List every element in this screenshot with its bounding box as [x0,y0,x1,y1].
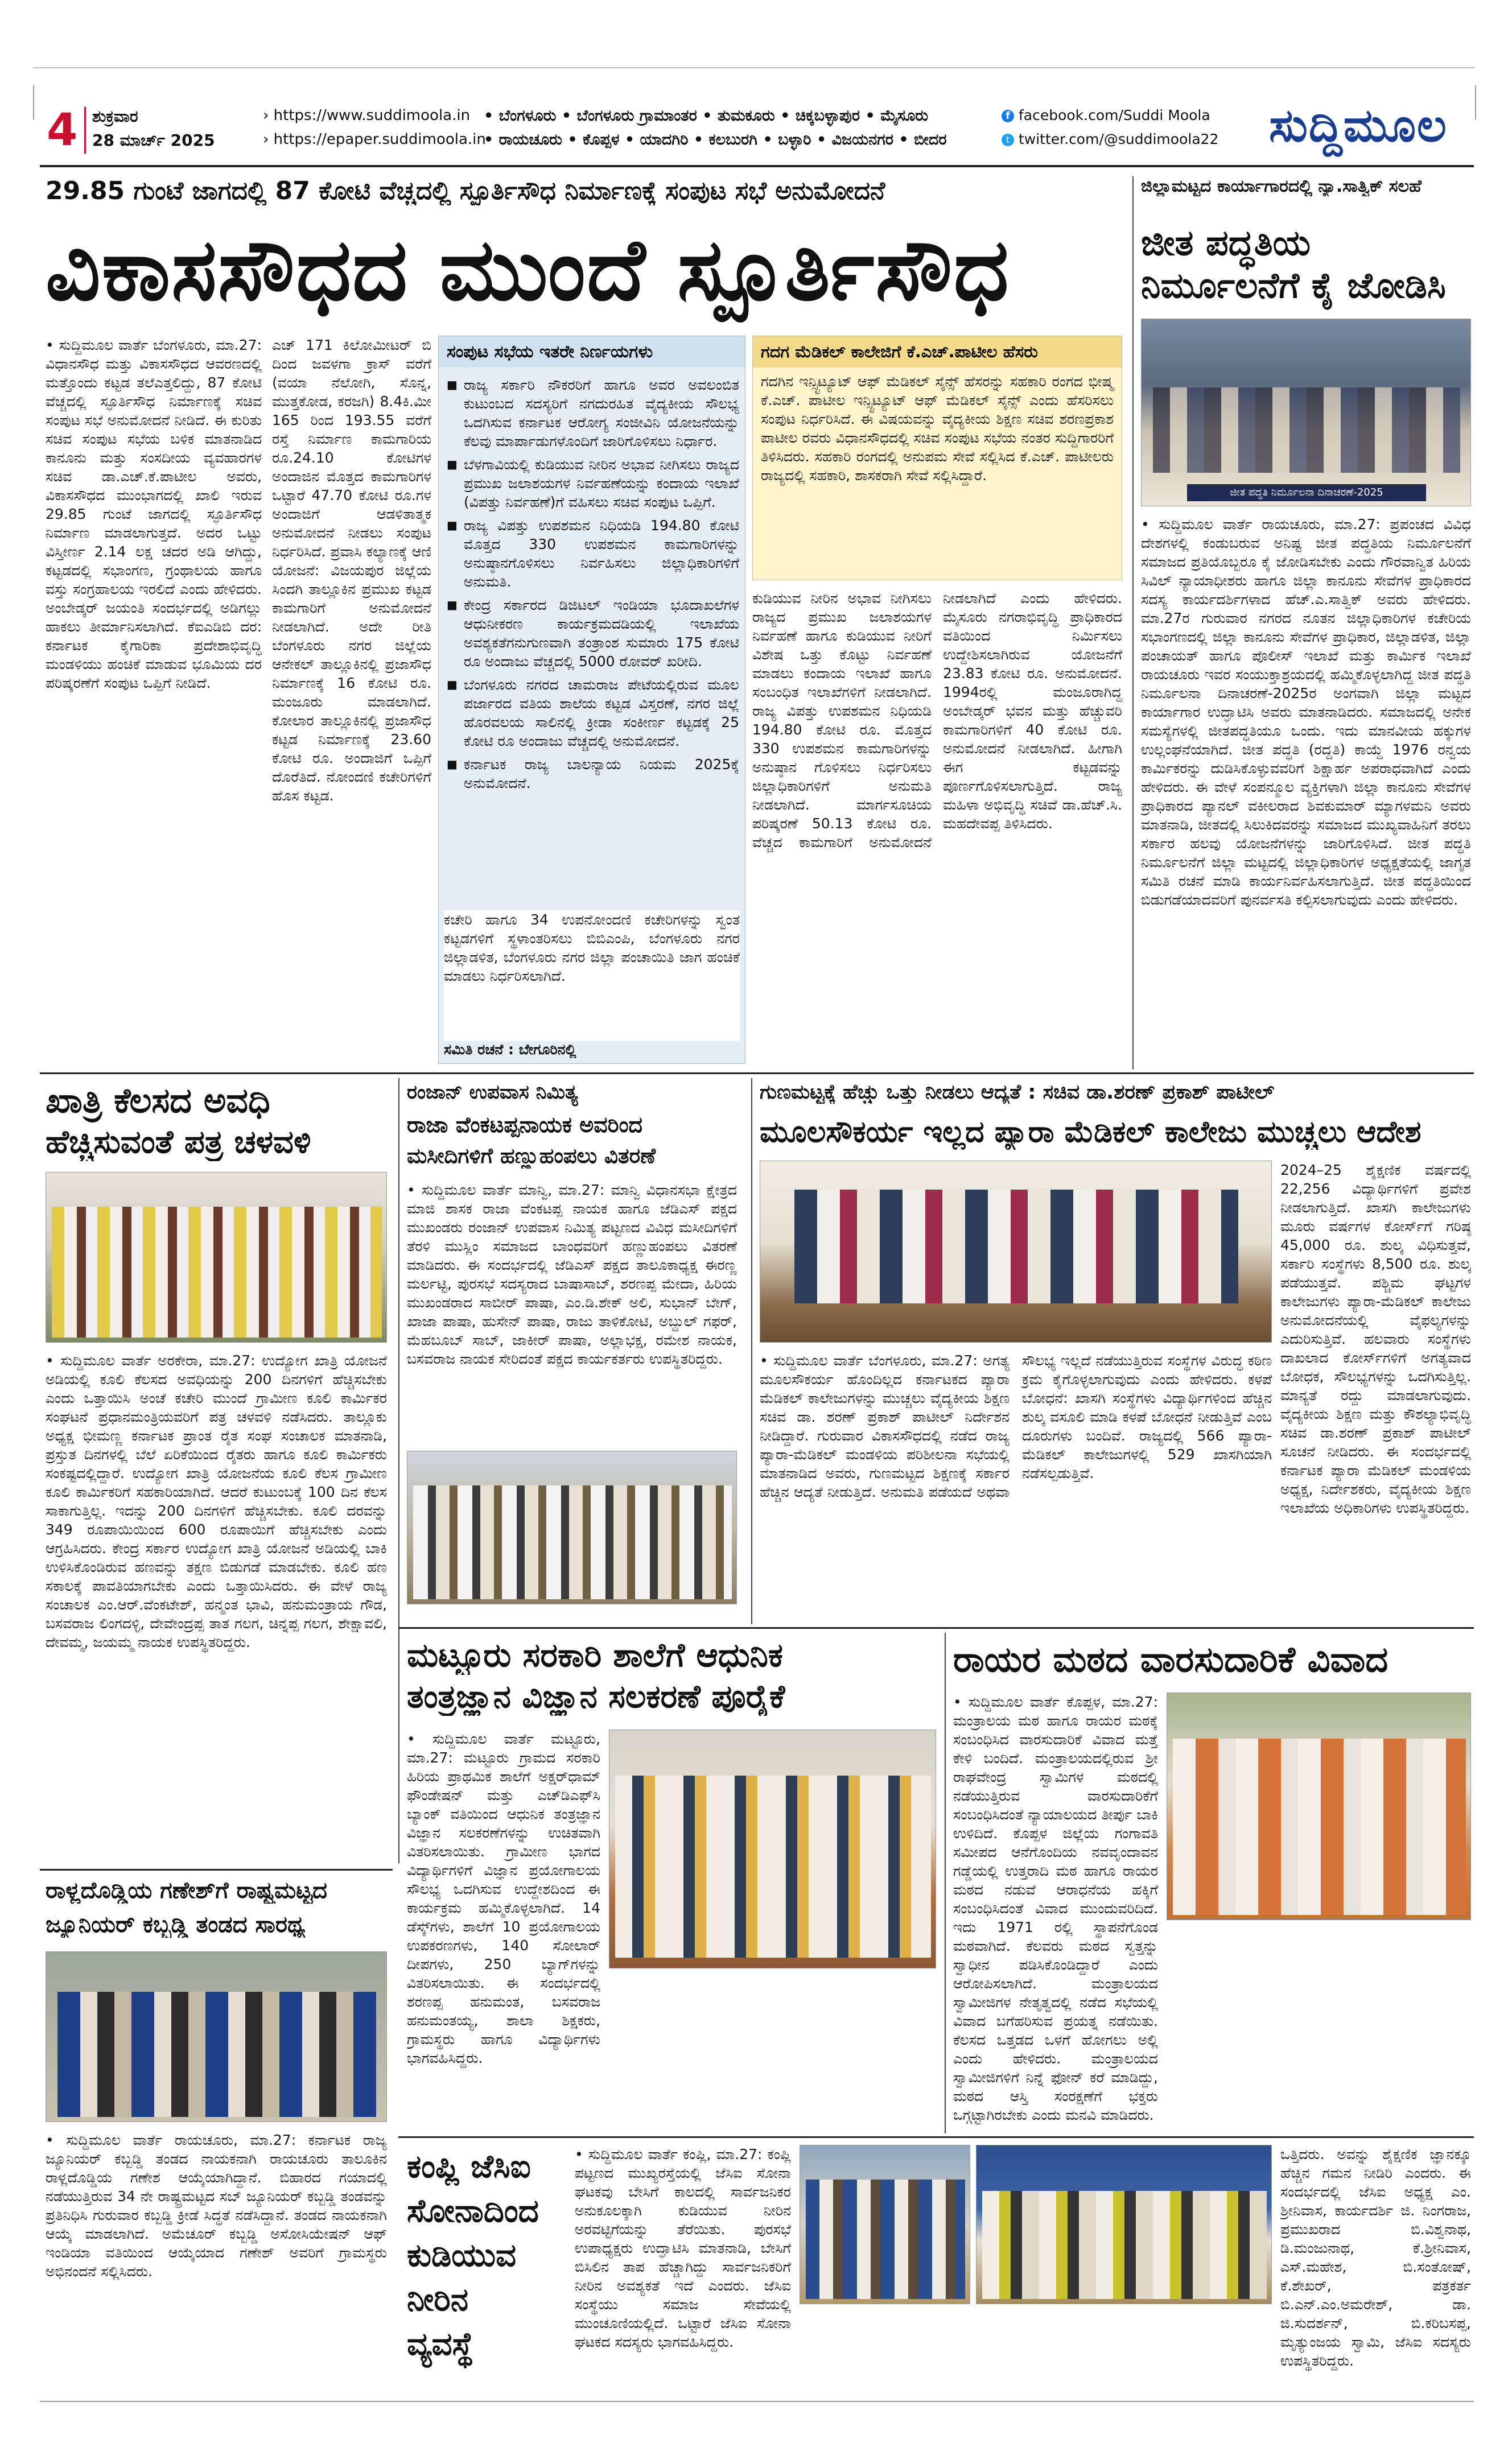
kampli-headline-line: ಸೋನಾದಿಂದ [407,2193,539,2230]
kampli-text-2: ಒತ್ತಿದರು. ಅವನ್ನು ಶೈಕ್ಷಣಿಕ ಜ್ಞಾನಕ್ಕೂ ಹೆಚ್ಚಿನ ಗಮನ ನೀಡಿರಿ ಎಂದರು. ಈ ಸಂದರ್ಭದಲ್ಲಿ ಜೆಸಿಐ ಅಧ್ಯಕ್ಷ ಎಂ. ಶ್ರೀನಿವಾಸ, ಕಾರ್ಯದರ್ಶಿ ಜಿ. ನಿಂಗರಾಜ, ಪ್ರಮುಖರಾದ ಬಿ.ವಿಶ್ವನಾಥ, ಡಿ.ಮಂಜುನಾಥ, ಕೆ.ಶ್ರೀನಿವಾಸ, ಎಸ್.ಮಹೇಶ, ಬಿ.ಸಂತೋಷ್, ಕೆ.ಶೇಖರ್, ಪತ್ರಕರ್ತ ಬಿ.ಎನ್.ಎಂ.ಅಮರೇಶ್, ಡಾ. ಜಿ.ಸುದರ್ಶನ್, ಬಿ.ಕರಿಬಸಪ್ಪ, ಮೃತ್ಯುಂಜಯ ಸ್ವಾಮಿ, ಜೆಸಿಐ ಸದಸ್ಯರು ಉಪಸ್ಥಿತರಿದ್ದರು. [1280,2146,1471,2369]
twitter-link[interactable] [1002,131,1218,147]
masthead-date: 28 ಮಾರ್ಚ್ 2025 [92,131,215,150]
ranjan-mosque-photo [407,1451,737,1604]
epaper-link[interactable] [263,131,486,148]
medical-meeting-photo [760,1161,1272,1343]
facebook-icon: f [1002,110,1014,122]
photo-people [52,1207,382,1338]
medical-kicker: ಗುಣಮಟ್ಟಕ್ಕೆ ಹೆಚ್ಚು ಒತ್ತು ನೀಡಲು ಆದ್ಯತೆ : ಸಚಿವ ಡಾ.ಶರಣ್ ಪ್ರಕಾಶ್ ಪಾಟೀಲ್ [760,1081,1275,1104]
khatri-headline-2: ಹೆಚ್ಚಿಸುವಂತೆ ಪತ್ರ ಚಳವಳಿ [46,1124,311,1161]
crop-line [33,67,1475,68]
epaper-url: https://epaper.suddimoola.in [273,131,486,148]
kampli-headline-line: ನೀರಿನ [407,2281,468,2318]
lead-column-1: • ಸುದ್ದಿಮೂಲ ವಾರ್ತೆ ಬೆಂಗಳೂರು, ಮಾ.27: ವಿಧಾನಸೌಧ ಮತ್ತು ವಿಕಾಸಸೌಧದ ಆವರಣದಲ್ಲಿ ಮತ್ತೊಂದು ಕಟ್ಟಡ ತಲೆಎತ್ತಲಿದ್ದು, 87 ಕೋಟಿ ವೆಚ್ಚದಲ್ಲಿ ಸ್ಫೂರ್ತಿಸೌಧ ನಿರ್ಮಾಣಕ್ಕೆ ಸಚಿವ ಸಂಪುಟ ಸಭೆ ಅನುಮೋದನೆ ನೀಡಿದೆ. ಈ ಕುರಿತು ಸಚಿವ ಸಂಪುಟ ಸಭೆಯ ಬಳಿಕ ಮಾತನಾಡಿದ ಕಾನೂನು ಮತ್ತು ಸಂಸದೀಯ ವ್ಯವಹಾರಗಳ ಸಚಿವ ಡಾ.ಎಚ್.ಕೆ.ಪಾಟೀಲ ಅವರು, ವಿಕಾಸಸೌಧದ ಮುಂಭಾಗದಲ್ಲಿ ಖಾಲಿ ಇರುವ 29.85 ಗುಂಟೆ ಜಾಗದಲ್ಲಿ ಸ್ಫೂರ್ತಿಸೌಧ ನಿರ್ಮಾಣ ಮಾಡಲಾಗುತ್ತದೆ. ಅದರ ಒಟ್ಟು ವಿಸ್ತೀರ್ಣ 2.14 ಲಕ್ಷ ಚದರ ಅಡಿ ಆಗಿದ್ದು, ಕಟ್ಟಡದಲ್ಲಿ ಸಭಾಂಗಣ, ಗ್ರಂಥಾಲಯ ಹಾಗೂ ವಸ್ತು ಸಂಗ್ರಹಾಲಯ ಇರಲಿದೆ ಎಂದು ಹೇಳಿದರು. ಅಂಬೇಡ್ಕರ್ ಜಯಂತಿ ಸಂದರ್ಭದಲ್ಲಿ ಅಡಿಗಲ್ಲು ಹಾಕಲು ತೀರ್ಮಾನಿಸಲಾಗಿದೆ. ಕೆಐಎಡಿಬಿ ದರ: ಕರ್ನಾಟಕ ಕೈಗಾರಿಕಾ ಪ್ರದೇಶಾಭಿವೃದ್ಧಿ ಮಂಡಳಿಯು ಹಂಚಿಕೆ ಮಾಡುವ ಭೂಮಿಯ ದರ ಪರಿಷ್ಕರಣೆಗೆ ಸಂಪುಟ ಒಪ್ಪಿಗೆ ನೀಡಿದೆ. [46,337,262,691]
lead-headline: ವಿಕಾಸಸೌಧದ ಮುಂದೆ ಸ್ಪೂರ್ತಿಸೌಧ [46,221,1010,320]
section-rule [398,2136,1474,2138]
cabinet-subhead: ಸಮಿತಿ ರಚನೆ : ಬೇಗೂರಿನಲ್ಲಿ [444,1041,576,1058]
khatri-headline-1: ಖಾತ್ರಿ ಕೆಲಸದ ಅವಧಿ [46,1081,270,1121]
khatri-protest-photo [46,1172,387,1343]
ranjan-bottom-space [407,1610,737,1616]
logo: ಸುದ್ದಿಮೂಲ [1269,99,1448,152]
column-divider [751,1078,752,1624]
mutt-text: • ಸುದ್ದಿಮೂಲ ವಾರ್ತೆ ಕೊಪ್ಪಳ, ಮಾ.27: ಮಂತ್ರಾಲಯ ಮಠ ಹಾಗೂ ರಾಯರ ಮಠಕ್ಕೆ ಸಂಬಂಧಿಸಿದ ವಾರಸುದಾರಿಕೆ ವಿವಾದ ಮತ್ತೆ ಕೇಳಿ ಬಂದಿದೆ. ಮಂತ್ರಾಲಯದಲ್ಲಿರುವ ಶ್ರೀ ರಾಘವೇಂದ್ರ ಸ್ವಾಮಿಗಳ ಮಠದಲ್ಲಿ ನಡೆಯುತ್ತಿರುವ ವಾರಸುದಾರಿಕೆಗೆ ಸಂಬಂಧಿಸಿದಂತೆ ನ್ಯಾಯಾಲಯದ ತೀರ್ಪು ಬಾಕಿ ಉಳಿದಿದೆ. ಕೊಪ್ಪಳ ಜಿಲ್ಲೆಯ ಗಂಗಾವತಿ ಸಮೀಪದ ಆನೆಗೊಂದಿಯ ನವವೃಂದಾವನ ಗಡ್ಡೆಯಲ್ಲಿ ಉತ್ತರಾದಿ ಮಠ ಹಾಗೂ ರಾಯರ ಮಠದ ನಡುವೆ ಆರಾಧನೆಯ ಹಕ್ಕಿಗೆ ಸಂಬಂಧಿಸಿದಂತೆ ವಿವಾದ ಮುಂದುವರಿದಿದೆ. ಇದು 1971 ರಲ್ಲಿ ಸ್ಥಾಪನೆಗೊಂಡ ಮಠವಾಗಿದೆ. ಕೆಲವರು ಮಠದ ಸ್ವತ್ತನ್ನು ಸ್ವಾಧೀನ ಪಡಿಸಿಕೊಂಡಿದ್ದಾರೆ ಎಂದು ಆರೋಪಿಸಲಾಗಿದೆ. ಮಂತ್ರಾಲಯದ ಸ್ವಾಮೀಜಿಗಳ ನೇತೃತ್ವದಲ್ಲಿ ನಡೆದ ಸಭೆಯಲ್ಲಿ ವಿವಾದ ಬಗೆಹರಿಸುವ ಪ್ರಯತ್ನ ನಡೆಯಿತು. ಕೆಲಸದ ಒತ್ತಡದ ಒಳಗೆ ಹೋಗಲು ಅಲ್ಲಿ ಎಂದು ಹೇಳಿದರು. ಮಂತ್ರಾಲಯದ ಸ್ವಾಮೀಜಿಗಳಿಗೆ ನಿನ್ನೆ ಫೋನ್ ಕರೆ ಮಾಡಿದ್ದು, ಮಠದ ಆಸ್ತಿ ಸಂರಕ್ಷಣೆಗೆ ಭಕ್ತರು ಒಗ್ಗಟ್ಟಾಗಿರಬೇಕು ಎಂದು ಮನವಿ ಮಾಡಿದರು. [953,1694,1158,2123]
school-headline-1: ಮಟ್ಟೂರು ಸರಕಾರಿ ಶಾಲೆಗೆ ಆಧುನಿಕ [407,1636,783,1674]
kampli-headline-line: ಕಂಪ್ಲಿ ಜೆಸಿಐ [407,2148,531,2185]
school-headline-2: ತಂತ್ರಜ್ಞಾನ ವಿಜ್ಞಾನ ಸಲಕರಣೆ ಪೂರೈಕೆ [407,1678,785,1715]
site-url: https://www.suddimoola.in [273,107,471,124]
medical-text: • ಸುದ್ದಿಮೂಲ ವಾರ್ತೆ ಬೆಂಗಳೂರು, ಮಾ.27: ಅಗತ್ಯ ಮೂಲಸೌಕರ್ಯ ಹೊಂದಿಲ್ಲದ ಕರ್ನಾಟಕದ ಪ್ಯಾರಾ ಮೆಡಿಕಲ್ ಕಾಲೇಜುಗಳನ್ನು ಮುಚ್ಚಲು ವೈದ್ಯಕೀಯ ಶಿಕ್ಷಣ ಸಚಿವ ಡಾ. ಶರಣ್ ಪ್ರಕಾಶ್ ಪಾಟೀಲ್ ನಿರ್ದೇಶನ ನೀಡಿದ್ದಾರೆ. ಗುರುವಾರ ವಿಕಾಸಸೌಧದಲ್ಲಿ ನಡೆದ ರಾಜ್ಯ ಪ್ಯಾರಾ-ಮೆಡಿಕಲ್ ಮಂಡಳಿಯ ಪರಿಶೀಲನಾ ಸಭೆಯಲ್ಲಿ ಮಾತನಾಡಿದ ಅವರು, ಗುಣಮಟ್ಟದ ಶಿಕ್ಷಣಕ್ಕೆ ಸರ್ಕಾರ ಹೆಚ್ಚಿನ ಆದ್ಯತೆ ನೀಡುತ್ತಿದೆ. ಅನುಮತಿ ಪಡೆಯದೆ ಅಥವಾ ಸೌಲಭ್ಯ ಇಲ್ಲದೆ ನಡೆಯುತ್ತಿರುವ ಸಂಸ್ಥೆಗಳ ವಿರುದ್ಧ ಕಠಿಣ ಕ್ರಮ ಕೈಗೊಳ್ಳಲಾಗುವುದು ಎಂದು ಹೇಳಿದರು. ಕಳಪೆ ಬೋಧನೆ: ಖಾಸಗಿ ಸಂಸ್ಥೆಗಳು ವಿದ್ಯಾರ್ಥಿಗಳಿಂದ ಹೆಚ್ಚಿನ ಶುಲ್ಕ ವಸೂಲಿ ಮಾಡಿ ಕಳಪೆ ಬೋಧನೆ ನೀಡುತ್ತಿವೆ ಎಂಬ ದೂರುಗಳು ಬಂದಿವೆ. ರಾಜ್ಯದಲ್ಲಿ 566 ಪ್ಯಾರಾ-ಮೆಡಿಕಲ್ ಕಾಲೇಜುಗಳಲ್ಲಿ 529 ಖಾಸಗಿಯಾಗಿ ನಡೆಸಲ್ಪಡುತ್ತಿವೆ. [760,1352,1272,1500]
kampli-text-lower [800,2313,1272,2398]
column-divider [398,1078,399,1863]
cities-row-2: • ರಾಯಚೂರು • ಕೊಪ್ಪಳ • ಯಾದಗಿರಿ • ಕಲಬುರಗಿ • ಬಳ್ಳಾರಿ • ವಿಜಯನಗರ • ಬೀದರ [484,131,947,148]
lead-column-2: ಎಚ್ 171 ಕಿಲೋಮೀಟರ್ ಬಿ ದಿಂದ ಜವಳಗಾ ಕ್ರಾಸ್ ವರೆಗೆ (ವಯಾ ನೆಲೋಗಿ, ಸೊನ್ನ, ಮುತ್ತಕೋಡ, ಕರಜಗಿ) 8.4ಕಿ.ಮೀ 165 ರಿಂದ 193.55 ವರೆಗೆ ರಸ್ತೆ ನಿರ್ಮಾಣ ಕಾಮಗಾರಿಯ ರೂ.24.10 ಕೋಟಿಗಳ ಅಂದಾಜಿನ ಮೊತ್ತದ ಕಾಮಗಾರಿಗಳ ಒಟ್ಟಾರೆ 47.70 ಕೋಟಿ ರೂ.ಗಳ ಅಂದಾಜಿಗೆ ಆಡಳಿತಾತ್ಮಕ ಅನುಮೋದನೆ ನೀಡಲು ಸಂಪುಟ ನಿರ್ಧರಿಸಿದೆ. ಪ್ರವಾಸಿ ಕಲ್ಯಾಣಕ್ಕೆ ಆಣಿ ಯೋಜನೆ: ವಿಜಯಪುರ ಜಿಲ್ಲೆಯ ಸಿಂದಗಿ ತಾಲ್ಲೂಕಿನ ಪ್ರಮುಖ ಕಟ್ಟಡ ಕಾಮಗಾರಿಗೆ ಅನುಮೋದನೆ ನೀಡಲಾಗಿದೆ. ಅದೇ ರೀತಿ ಬೆಂಗಳೂರು ನಗರ ಜಿಲ್ಲೆಯ ಆನೇಕಲ್ ತಾಲ್ಲೂಕಿನಲ್ಲಿ ಪ್ರಜಾಸೌಧ ನಿರ್ಮಾಣಕ್ಕೆ 16 ಕೋಟಿ ರೂ. ಮಂಜೂರು ಮಾಡಲಾಗಿದೆ. ಕೋಲಾರ ತಾಲ್ಲೂಕಿನಲ್ಲಿ ಪ್ರಜಾಸೌಧ ಕಟ್ಟಡ ನಿರ್ಮಾಣಕ್ಕೆ 23.60 ಕೋಟಿ ರೂ. ಅಂದಾಜಿಗೆ ಒಪ್ಪಿಗೆ ದೊರೆತಿದೆ. ನೋಂದಣಿ ಕಚೇರಿಗಳಿಗೆ ಹೊಸ ಕಟ್ಟಡ. [272,337,431,804]
cabinet-item: ■ ಕರ್ನಾಟಕ ರಾಜ್ಯ ಬಾಲನ್ಯಾಯ ನಿಯಮ 2025ಕ್ಕೆ ಅನುಮೋದನೆ. [444,755,739,793]
ranjan-headline-1: ರಾಜಾ ವೆಂಕಟಪ್ಪನಾಯಕ ಅವರಿಂದ [407,1112,643,1137]
kabaddi-headline-1: ರಾಳ್ಲದೊಡ್ಡಿಯ ಗಣೇಶ್‌ಗೆ ರಾಷ್ಟ್ರಮಟ್ಟದ [46,1877,327,1904]
twitter-icon: t [1002,134,1014,146]
page-number-divider [84,107,86,154]
school-text: • ಸುದ್ದಿಮೂಲ ವಾರ್ತೆ ಮಟ್ಟೂರು, ಮಾ.27: ಮಟ್ಟೂರು ಗ್ರಾಮದ ಸರಕಾರಿ ಹಿರಿಯ ಪ್ರಾಥಮಿಕ ಶಾಲೆಗೆ ಅಕ್ಷರ್‌ಧಾಮ್ ಫೌಂಡೇಷನ್ ಮತ್ತು ಎಚ್‌ಡಿಎಫ್‌ಸಿ ಬ್ಯಾಂಕ್ ವತಿಯಿಂದ ಆಧುನಿಕ ತಂತ್ರಜ್ಞಾನ ವಿಜ್ಞಾನ ಸಲಕರಣೆಗಳನ್ನು ಉಚಿತವಾಗಿ ವಿತರಿಸಲಾಯಿತು. ಗ್ರಾಮೀಣ ಭಾಗದ ವಿದ್ಯಾರ್ಥಿಗಳಿಗೆ ವಿಜ್ಞಾನ ಪ್ರಯೋಗಾಲಯ ಸೌಲಭ್ಯ ಒದಗಿಸುವ ಉದ್ದೇಶದಿಂದ ಈ ಕಾರ್ಯಕ್ರಮ ಹಮ್ಮಿಕೊಳ್ಳಲಾಗಿದೆ. 14 ಡೆಸ್ಕ್‌ಗಳು, ಶಾಲೆಗೆ 10 ಪ್ರಯೋಗಾಲಯ ಉಪಕರಣಗಳು, 140 ಸೋಲಾರ್ ದೀಪಗಳು, 250 ಬ್ಯಾಗ್‌ಗಳನ್ನು ವಿತರಿಸಲಾಯಿತು. ಈ ಸಂದರ್ಭದಲ್ಲಿ ಶರಣಪ್ಪ ಹನುಮಂತ, ಬಸವರಾಜ ಹನುಮಂತಯ್ಯ, ಶಾಲಾ ಶಿಕ್ಷಕರು, ಗ್ರಾಮಸ್ಥರು ಹಾಗೂ ವಿದ್ಯಾರ್ಥಿಗಳು ಭಾಗವಹಿಸಿದ್ದರು. [407,1731,600,2066]
site-link[interactable] [263,107,470,124]
school-text-bottom [609,1977,936,2125]
bottom-rule [40,2401,1474,2402]
kampli-headline-line: ಕುಡಿಯುವ [407,2237,517,2274]
cabinet-item: ■ ಬೆಂಗಳೂರು ನಗರದ ಚಾಮರಾಜ ಪೇಟೆಯಲ್ಲಿರುವ ಮೂಲ ಪರ್ಜಾರದ ವತಿಯ ಶಾಲೆಯ ಕಟ್ಟಡ ವಿಸ್ತರಣೆ, ನಗರ ಜಿಲ್ಲೆ ಹೊರವಲಯ ಸಾಲಿನಲ್ಲಿ ಕ್ರೀಡಾ ಸಂಕೀರ್ಣ ಕಟ್ಟಡಕ್ಕೆ 25 ಕೋಟಿ ರೂ ಅಂದಾಜು ವೆಚ್ಚದಲ್ಲಿ ಅನುಮೋದನೆ. [444,675,739,750]
photo-people [615,1776,931,1958]
jail-headline-2: ನಿರ್ಮೂಲನೆಗೆ ಕೈ ಜೋಡಿಸಿ [1141,265,1446,306]
photo-people [1173,1739,1466,1915]
jail-headline-1: ಜೀತ ಪದ್ಧತಿಯ [1141,222,1311,263]
kampli-text: • ಸುದ್ದಿಮೂಲ ವಾರ್ತೆ ಕಂಪ್ಲಿ, ಮಾ.27: ಕಂಪ್ಲಿ ಪಟ್ಟಣದ ಮುಖ್ಯರಸ್ತೆಯಲ್ಲಿ ಜೆಸಿಐ ಸೋನಾ ಘಟಕವು ಬೇಸಿಗೆ ಕಾಲದಲ್ಲಿ ಸಾರ್ವಜನಿಕರ ಅನುಕೂಲಕ್ಕಾಗಿ ಕುಡಿಯುವ ನೀರಿನ ಅರವಟ್ಟಿಗೆಯನ್ನು ತೆರೆಯಿತು. ಪುರಸಭೆ ಉಪಾಧ್ಯಕ್ಷರು ಉದ್ಘಾಟಿಸಿ ಮಾತನಾಡಿ, ಬೇಸಿಗೆ ಬಿಸಿಲಿನ ತಾಪ ಹೆಚ್ಚಾಗಿದ್ದು ಸಾರ್ವಜನಿಕರಿಗೆ ನೀರಿನ ಅವಶ್ಯಕತೆ ಇದೆ ಎಂದರು. ಜೆಸಿಐ ಸಂಸ್ಥೆಯು ಸಮಾಜ ಸೇವೆಯಲ್ಲಿ ಮುಂಚೂಣಿಯಲ್ಲಿದೆ. ಒಟ್ಟಾರೆ ಜೆಸಿಐ ಸೋನಾ ಘಟಕದ ಸದಸ್ಯರು ಭಾಗವಹಿಸಿದ್ದರು. [575,2146,791,2350]
mutt-photo [1167,1693,1471,1920]
photo-people [1153,387,1460,473]
photo-people [982,2191,1267,2299]
medical-side-text: 2024–25 ಶೈಕ್ಷಣಿಕ ವರ್ಷದಲ್ಲಿ 22,256 ವಿದ್ಯಾರ್ಥಿಗಳಿಗೆ ಪ್ರವೇಶ ನೀಡಲಾಗುತ್ತಿದೆ. ಖಾಸಗಿ ಕಾಲೇಜುಗಳು ಮೂರು ವರ್ಷಗಳ ಕೋರ್ಸ್‌ಗೆ ಗರಿಷ್ಠ 45,000 ರೂ. ಶುಲ್ಕ ವಿಧಿಸುತ್ತವೆ, ಸರ್ಕಾರಿ ಸಂಸ್ಥೆಗಳು 8,500 ರೂ. ಶುಲ್ಕ ಪಡೆಯುತ್ತವೆ. ಪಶ್ಚಿಮ ಘಟ್ಟಗಳ ಕಾಲೇಜುಗಳು ಪ್ಯಾರಾ-ಮೆಡಿಕಲ್ ಕಾಲೇಜು ಅನುಮೋದನೆಯಲ್ಲಿ ವೈಫಲ್ಯಗಳನ್ನು ಎದುರಿಸುತ್ತಿವೆ. ಹಲವಾರು ಸಂಸ್ಥೆಗಳು ದಾಖಲಾದ ಕೋರ್ಸ್‌ಗಳಿಗೆ ಅಗತ್ಯವಾದ ಬೋಧಕ, ಸೌಲಭ್ಯಗಳನ್ನು ಒದಗಿಸುತ್ತಿಲ್ಲ. ಮಾನ್ಯತೆ ರದ್ದು ಮಾಡಲಾಗುವುದು. ವೈದ್ಯಕೀಯ ಶಿಕ್ಷಣ ಮತ್ತು ಕೌಶಲ್ಯಾಭಿವೃದ್ಧಿ ಸಚಿವ ಡಾ.ಶರಣ್ ಪ್ರಕಾಶ್ ಪಾಟೀಲ್ ಸೂಚನೆ ನೀಡಿದರು. ಈ ಸಂದರ್ಭದಲ್ಲಿ ಕರ್ನಾಟಕ ಪ್ಯಾರಾ ಮೆಡಿಕಲ್ ಮಂಡಳಿಯ ಅಧ್ಯಕ್ಷ, ನಿರ್ದೇಶಕರು, ವೈದ್ಯಕೀಯ ಶಿಕ್ಷಣ ಇಲಾಖೆಯ ಅಧಿಕಾರಿಗಳು ಉಪಸ್ಥಿತರಿದ್ದರು. [1280,1162,1471,1516]
photo-people [413,1485,732,1599]
masthead-rule [40,165,1474,167]
ranjan-text: • ಸುದ್ದಿಮೂಲ ವಾರ್ತೆ ಮಾನ್ವಿ, ಮಾ.27: ಮಾನ್ವಿ ವಿಧಾನಸಭಾ ಕ್ಷೇತ್ರದ ಮಾಜಿ ಶಾಸಕ ರಾಜಾ ವೆಂಕಟಪ್ಪ ನಾಯಕ ಹಾಗೂ ಜೆಡಿಎಸ್ ಪಕ್ಷದ ಮುಖಂಡರು ರಂಜಾನ್ ಉಪವಾಸ ನಿಮಿತ್ಯ ಪಟ್ಟಣದ ವಿವಿಧ ಮಸೀದಿಗಳಿಗೆ ತೆರಳಿ ಮುಸ್ಲಿಂ ಸಮಾಜದ ಬಾಂಧವರಿಗೆ ಹಣ್ಣುಹಂಪಲು ವಿತರಣೆ ಮಾಡಿದರು. ಈ ಸಂದರ್ಭದಲ್ಲಿ ಜೆಡಿಎಸ್ ಪಕ್ಷದ ತಾಲೂಕಾಧ್ಯಕ್ಷ ಈರಣ್ಣ ಮರ್ಲಟ್ಟಿ, ಪುರಸಭೆ ಸದಸ್ಯರಾದ ಬಾಷಾಸಾಬ್, ಶರಣಪ್ಪ ಮೇದಾ, ಹಿರಿಯ ಮುಖಂಡರಾದ ಸಾಬೀರ್ ಪಾಷಾ, ಎಂ.ಡಿ.ಶೇಕ್ ಅಲಿ, ಸುಭಾನ್ ಬೇಗ್, ಖಾಜಾ ಪಾಷಾ, ಹುಸೇನ್ ಪಾಷಾ, ರಾಜು ತಾಳಿಕೋಟಿ, ಅಬ್ದುಲ್ ಗಫರ್, ಮೆಹಬೂಬ್ ಸಾಬ್, ಜಾಕೀರ್ ಪಾಷಾ, ಅಲ್ಲಾಭಕ್ಷ, ರಮೇಶ ನಾಯಕ, ಬಸವರಾಜ ನಾಯಕ ಸೇರಿದಂತೆ ಪಕ್ಷದ ಕಾರ್ಯಕರ್ತರು ಉಪಸ್ಥಿತರಿದ್ದರು. [407,1182,737,1367]
lead-kicker: 29.85 ಗುಂಟೆ ಜಾಗದಲ್ಲಿ 87 ಕೋಟಿ ವೆಚ್ಚದಲ್ಲಿ ಸ್ಫೂರ್ತಿಸೌಧ ನಿರ್ಮಾಣಕ್ಕೆ ಸಂಪುಟ ಸಭೆ ಅನುಮೋದನೆ [46,176,885,205]
masthead-day: ಶುಕ್ರವಾರ [92,107,138,126]
lead-bottom-text: ಕುಡಿಯುವ ನೀರಿನ ಅಭಾವ ನೀಗಿಸಲು ರಾಜ್ಯದ ಪ್ರಮುಖ ಜಲಾಶಯಗಳ ನಿರ್ವಹಣೆ ಹಾಗೂ ಕುಡಿಯುವ ನೀರಿಗೆ ವಿಶೇಷ ಒತ್ತು ಕೊಟ್ಟು ನಿರ್ವಹಣೆ ಮಾಡಲು ಕಂದಾಯ ಇಲಾಖೆ ಹಾಗೂ ಸಂಬಂಧಿತ ಇಲಾಖೆಗಳಿಗೆ ನೀಡಲಾಗಿದೆ. ರಾಜ್ಯ ವಿಪತ್ತು ಉಪಶಮನ ನಿಧಿಯಡಿ 194.80 ಕೋಟಿ ರೂ. ಮೊತ್ತದ 330 ಉಪಶಮನ ಕಾಮಗಾರಿಗಳನ್ನು ಅನುಷ್ಠಾನ ಗೊಳಿಸಲು ನಿರ್ಧರಿಸಲು ಜಿಲ್ಲಾಧಿಕಾರಿಗಳಿಗೆ ಅನುಮತಿ ನೀಡಲಾಗಿದೆ. ಮಾರ್ಗಸೂಚಿಯ ಪರಿಷ್ಕರಣೆ 50.13 ಕೋಟಿ ರೂ. ವೆಚ್ಚದ ಕಾಮಗಾರಿಗೆ ಅನುಮೋದನೆ ನೀಡಲಾಗಿದೆ ಎಂದು ಹೇಳಿದರು. ಮೈಸೂರು ನಗರಾಭಿವೃದ್ಧಿ ಪ್ರಾಧಿಕಾರದ ವತಿಯಿಂದ ನಿರ್ಮಿಸಲು ಉದ್ದೇಶಿಸಲಾಗಿರುವ ಯೋಜನೆಗೆ 23.83 ಕೋಟಿ ರೂ. ಅನುಮೋದನೆ. 1994ರಲ್ಲಿ ಮಂಜೂರಾಗಿದ್ದ ಅಂಬೇಡ್ಕರ್ ಭವನ ಮತ್ತು ಹೆಚ್ಚುವರಿ ಕಾಮಗಾರಿಗಳಿಗೆ 40 ಕೋಟಿ ರೂ. ಅನುಮೋದನೆ ನೀಡಲಾಗಿದೆ. ಹೀಗಾಗಿ ಈಗ ಕಟ್ಟಡವನ್ನು ಪೂರ್ಣಗೊಳಿಸಲಾಗುತ್ತಿದೆ. ರಾಜ್ಯ ಮಹಿಳಾ ಅಭಿವೃದ್ಧಿ ಸಚಿವೆ ಡಾ.ಹೆಚ್.ಸಿ. ಮಹದೇವಪ್ಪ ತಿಳಿಸಿದರು. [752,590,1122,851]
chevron-right-icon: › [263,107,274,124]
chevron-right-icon: › [263,131,274,148]
cabinet-item: ■ ಕೇಂದ್ರ ಸರ್ಕಾರದ ಡಿಜಿಟಲ್ ಇಂಡಿಯಾ ಭೂದಾಖಲೆಗಳ ಆಧುನೀಕರಣ ಕಾರ್ಯಕ್ರಮದಡಿಯಲ್ಲಿ ಇಲಾಖೆಯ ಅವಶ್ಯಕತೆಗನುಗುಣವಾಗಿ ತಂತ್ರಾಂಶ ಸುಮಾರು 175 ಕೋಟಿ ರೂ ಅಂದಾಜು ವೆಚ್ಚದಲ್ಲಿ 5000 ರೋವರ್ ಖರೀದಿ. [444,596,739,671]
facebook-link[interactable] [1002,107,1210,123]
jail-kicker: ಜಿಲ್ಲಾಮಟ್ಟದ ಕಾರ್ಯಾಗಾರದಲ್ಲಿ ನ್ಯಾ.ಸಾತ್ವಿಕ್ ಸಲಹೆ [1141,176,1422,196]
ranjan-kicker: ರಂಜಾನ್ ಉಪವಾಸ ನಿಮಿತ್ಯ [407,1081,578,1104]
section-rule [40,1072,1474,1074]
kabaddi-text: • ಸುದ್ದಿಮೂಲ ವಾರ್ತೆ ರಾಯಚೂರು, ಮಾ.27: ಕರ್ನಾಟಕ ರಾಜ್ಯ ಜ್ಯೂನಿಯರ್ ಕಬ್ಬಡ್ಡಿ ತಂಡದ ನಾಯಕನಾಗಿ ರಾಯಚೂರು ತಾಲೂಕಿನ ರಾಳ್ಲದೊಡ್ಡಿಯ ಗಣೇಶ ಆಯ್ಕೆಯಾಗಿದ್ದಾನೆ. ಬಿಹಾರದ ಗಯಾದಲ್ಲಿ ನಡೆಯುತ್ತಿರುವ 34 ನೇ ರಾಷ್ಟ್ರಮಟ್ಟದ ಸಬ್ ಜ್ಯೂನಿಯರ್ ಕಬ್ಬಡ್ಡಿ ತಂಡವನ್ನು ಪ್ರತಿನಿಧಿಸಿ ಗುರುವಾರ ಕಬ್ಬಡ್ಡಿ ಕ್ರೀಡೆ ಸಿದ್ಧತೆ ನಡೆಸಿದ್ದಾನೆ. ತಂಡದ ನಾಯಕನಾಗಿ ಆಯ್ಕೆ ಮಾಡಲಾಗಿದೆ. ಅಮೆಚೂರ್ ಕಬ್ಬಡ್ಡಿ ಅಸೋಸಿಯೇಷನ್ ಆಫ್ ಇಂಡಿಯಾ ವತಿಯಿಂದ ಆಯ್ಕೆಯಾದ ಗಣೇಶ್ ಅವರಿಗೆ ಗ್ರಾಮಸ್ಥರು ಅಭಿನಂದನೆ ಸಲ್ಲಿಸಿದರು. [46,2132,387,2280]
cabinet-box-title: ಸಂಪುಟ ಸಭೆಯ ಇತರೇ ನಿರ್ಣಯಗಳು [439,336,745,368]
cabinet-after-text: ಕಚೇರಿ ಹಾಗೂ 34 ಉಪನೋಂದಣಿ ಕಚೇರಿಗಳನ್ನು ಸ್ವಂತ ಕಟ್ಟಡಗಳಿಗೆ ಸ್ಥಳಾಂತರಿಸಲು ಬಿಬಿಎಂಪಿ, ಬೆಂಗಳೂರು ನಗರ ಜಿಲ್ಲಾಡಳಿತ, ಬೆಂಗಳೂರು ನಗರ ಜಿಲ್ಲಾ ಪಂಚಾಯಿತಿ ಜಾಗ ಹಂಚಿಕೆ ಮಾಡಲು ನಿರ್ಧರಿಸಲಾಗಿದೆ. [444,910,740,1041]
gadag-box-title: ಗದಗ ಮೆಡಿಕಲ್ ಕಾಲೇಜಿಗೆ ಕೆ.ಎಚ್.ಪಾಟೀಲ ಹೆಸರು [753,336,1122,368]
jail-event-photo [1141,319,1471,506]
jail-text: • ಸುದ್ದಿಮೂಲ ವಾರ್ತೆ ರಾಯಚೂರು, ಮಾ.27: ಪ್ರಪಂಚದ ವಿವಿಧ ದೇಶಗಳಲ್ಲಿ ಕಂಡುಬರುವ ಅನಿಷ್ಟ ಜೀತ ಪದ್ಧತಿಯ ನಿರ್ಮೂಲನೆಗೆ ಸಮಾಜದ ಪ್ರತಿಯೊಬ್ಬರೂ ಕೈ ಜೋಡಿಸಬೇಕು ಎಂದು ಗೌರವಾನ್ವಿತ ಹಿರಿಯ ಸಿವಿಲ್ ನ್ಯಾಯಾಧೀಶರು ಹಾಗೂ ಜಿಲ್ಲಾ ಕಾನೂನು ಸೇವೆಗಳ ಪ್ರಾಧಿಕಾರದ ಸದಸ್ಯ ಕಾರ್ಯದರ್ಶಿಗಳಾದ ಹೆಚ್.ಎ.ಸಾತ್ವಿಕ್ ಅವರು ಹೇಳಿದರು. ಮಾ.27ರ ಗುರುವಾರ ನಗರದ ನೂತನ ಜಿಲ್ಲಾಧಿಕಾರಿಗಳ ಕಚೇರಿಯ ಸಭಾಂಗಣದಲ್ಲಿ ಜಿಲ್ಲಾ ಕಾನೂನು ಸೇವೆಗಳ ಪ್ರಾಧಿಕಾರ, ಜಿಲ್ಲಾಡಳಿತ, ಜಿಲ್ಲಾ ಪಂಚಾಯತ್ ಹಾಗೂ ಪೊಲೀಸ್ ಇಲಾಖೆ ಮತ್ತು ಕಾರ್ಮಿಕ ಇಲಾಖೆ ರಾಯಚೂರು ಇವರ ಸಂಯುಕ್ತಾಶ್ರಯದಲ್ಲಿ ಹಮ್ಮಿಕೊಳ್ಳಲಾಗಿದ್ದ ಜೀತ ಪದ್ಧತಿ ನಿರ್ಮೂಲನಾ ದಿನಾಚರಣೆ-2025ರ ಅಂಗವಾಗಿ ಜಿಲ್ಲಾ ಮಟ್ಟದ ಕಾರ್ಯಾಗಾರ ಉದ್ಘಾಟಿಸಿ ಅವರು ಮಾತನಾಡಿದರು. ಸಮಾಜದಲ್ಲಿ ಅನೇಕ ಸಮಸ್ಯೆಗಳಲ್ಲಿ ಜೀತಪದ್ಧತಿಯೂ ಒಂದು. ಇದು ಮಾನವೀಯ ಹಕ್ಕುಗಳ ಉಲ್ಲಂಘನೆಯಾಗಿದೆ. ಜೀತ ಪದ್ಧತಿ (ರದ್ದತಿ) ಕಾಯ್ದೆ 1976 ರನ್ವಯ ಕಾರ್ಮಿಕರನ್ನು ದುಡಿಸಿಕೊಳ್ಳುವವರಿಗೆ ಶಿಕ್ಷಾರ್ಹ ಅಪರಾಧವಾಗಿದೆ ಎಂದು ಹೇಳಿದರು. ಈ ವೇಳೆ ಸಂಪನ್ಮೂಲ ವ್ಯಕ್ತಿಗಳಾಗಿ ಜಿಲ್ಲಾ ಕಾನೂನು ಸೇವೆಗಳ ಪ್ರಾಧಿಕಾರದ ಪ್ಯಾನಲ್ ವಕೀಲರಾದ ಶಿವಕುಮಾರ್ ಮ್ಯಾಗಳಮನಿ ಅವರು ಮಾತನಾಡಿ, ಜೀತದಲ್ಲಿ ಸಿಲುಕಿದವರನ್ನು ಸಮಾಜದ ಮುಖ್ಯವಾಹಿನಿಗೆ ತರಲು ಸರ್ಕಾರ ಹಲವು ಯೋಜನೆಗಳನ್ನು ಜಾರಿಗೊಳಿಸಿದೆ. ಜೀತ ಪದ್ಧತಿ ನಿರ್ಮೂಲನೆಗೆ ಜಿಲ್ಲಾ ಮಟ್ಟದಲ್ಲಿ ಜಿಲ್ಲಾಧಿಕಾರಿಗಳ ಅಧ್ಯಕ್ಷತೆಯಲ್ಲಿ ಜಾಗೃತ ಸಮಿತಿ ರಚನೆ ಮಾಡಿ ಕಾರ್ಯನಿರ್ವಹಿಸಲಾಗುತ್ತಿದೆ. ಜೀತ ಪದ್ಧತಿಯಿಂದ ಬಿಡುಗಡೆಯಾದವರಿಗೆ ಪುನರ್ವಸತಿ ಕಲ್ಪಿಸಲಾಗುವುದು ಎಂದು ಹೇಳಿದರು. [1141,516,1471,908]
mutt-text-lower [1167,1929,1471,2128]
photo-people [806,2180,965,2299]
crop-mark [1475,85,1476,119]
masthead [40,99,1474,159]
kabaddi-team-photo [46,1951,387,2122]
photo-banner: ಜೀತ ಪದ್ಧತಿ ನಿರ್ಮೂಲನಾ ದಿನಾಚರಣೆ-2025 [1187,484,1426,501]
gadag-box-text: ಗದಗಿನ ಇನ್ಸ್ಟಿಟ್ಯೂಟ್ ಆಫ್ ಮೆಡಿಕಲ್ ಸೈನ್ಸ್ ಹೆಸರನ್ನು ಸಹಕಾರಿ ರಂಗದ ಭೀಷ್ಮ ಕೆ.ಎಚ್. ಪಾಟೀಲ ಇನ್ಸ್ಟಿಟ್ಯೂಟ್ ಆಫ್ ಮೆಡಿಕಲ್ ಸೈನ್ಸ್ ಎಂದು ಹೆಸರಿಸಲು ಸಂಪುಟ ನಿರ್ಧರಿಸಿದೆ. ಈ ವಿಷಯವನ್ನು ವೈದ್ಯಕೀಯ ಶಿಕ್ಷಣ ಸಚಿವ ಶರಣಪ್ರಕಾಶ ಪಾಟೀಲ ರವರು ವಿಧಾನಸೌಧದಲ್ಲಿ ಸಚಿವ ಸಂಪುಟ ಸಭೆಯ ನಂತರ ಸುದ್ದಿಗಾರರಿಗೆ ತಿಳಿಸಿದರು. ಸಹಕಾರಿ ರಂಗದಲ್ಲಿ ಅನುಪಮ ಸೇವೆ ಸಲ್ಲಿಸಿದ ಕೆ.ಎಚ್. ಪಾಟೀಲರು ರಾಜ್ಯದಲ್ಲಿ ಸಹಕಾರಿ, ಶಾಸಕರಾಗಿ ಸೇವೆ ಸಲ್ಲಿಸಿದ್ದಾರೆ. [761,373,1114,484]
cities-row-1: • ಬೆಂಗಳೂರು • ಬೆಂಗಳೂರು ಗ್ರಾಮಾಂತರ • ತುಮಕೂರು • ಚಿಕ್ಕಬಳ್ಳಾಪುರ • ಮೈಸೂರು [484,107,929,125]
section-rule [40,1869,393,1871]
school-event-photo [609,1730,936,1968]
mutt-headline: ರಾಯರ ಮಠದ ವಾರಸುದಾರಿಕೆ ವಿವಾದ [953,1638,1388,1680]
facebook-handle: facebook.com/Suddi Moola [1018,107,1210,123]
column-divider [945,1633,946,2133]
gadag-box [752,336,1122,580]
column-divider [1132,176,1134,1070]
kampli-headline-line: ವ್ಯವಸ್ಥೆ [407,2326,474,2363]
ranjan-headline-2: ಮಸೀದಿಗಳಿಗೆ ಹಣ್ಣುಹಂಪಲು ವಿತರಣೆ [407,1144,656,1168]
photo-people [57,1992,376,2117]
twitter-handle: twitter.com/@suddimoola22 [1018,131,1219,147]
cabinet-box-list [439,368,745,800]
section-rule [398,1627,1474,1629]
kampli-photo-2 [976,2145,1272,2304]
kampli-headline [407,2145,566,2367]
crop-mark [33,85,34,119]
photo-people [794,1190,1238,1303]
page-number: 4 [47,105,78,156]
cabinet-item: ■ ರಾಜ್ಯ ವಿಪತ್ತು ಉಪಶಮನ ನಿಧಿಯಡಿ 194.80 ಕೋಟಿ ಮೊತ್ತದ 330 ಉಪಶಮನ ಕಾಮಗಾರಿಗಳನ್ನು ಅನುಷ್ಠಾನಗೊಳಿಸಲು ನಿರ್ವಹಿಸಲು ಜಿಲ್ಲಾಧಿಕಾರಿಗಳಿಗೆ ಅನುಮತಿ. [444,516,739,591]
cabinet-item: ■ ಬೆಳಗಾವಿಯಲ್ಲಿ ಕುಡಿಯುವ ನೀರಿನ ಅಭಾವ ನೀಗಿಸಲು ರಾಜ್ಯದ ಪ್ರಮುಖ ಜಲಾಶಯಗಳ ನಿರ್ವಹಣೆಯನ್ನು ಕಂದಾಯ ಇಲಾಖೆ (ವಿಪತ್ತು ನಿರ್ವಹಣೆ)ಗೆ ವಹಿಸಲು ಸಚಿವ ಸಂಪುಟ ಒಪ್ಪಿಗೆ. [444,455,739,511]
cabinet-item: ■ ರಾಜ್ಯ ಸರ್ಕಾರಿ ನೌಕರರಿಗೆ ಹಾಗೂ ಅವರ ಅವಲಂಬಿತ ಕುಟುಂಬದ ಸದಸ್ಯರಿಗೆ ನಗದುರಹಿತ ವೈದ್ಯಕೀಯ ಸೌಲಭ್ಯ ಒದಗಿಸುವ ಕರ್ನಾಟಕ ಆರೋಗ್ಯ ಸಂಜೀವಿನಿ ಯೋಜನೆಯನ್ನು ಕೆಲವು ಮಾರ್ಪಾಡುಗಳೊಂದಿಗೆ ಜಾರಿಗೊಳಿಸಲು ನಿರ್ಧಾರ. [444,375,739,451]
kabaddi-headline-2: ಜ್ಯೂನಿಯರ್ ಕಬ್ಬಡ್ಡಿ ತಂಡದ ಸಾರಥ್ಯ [46,1912,306,1938]
khatri-text: • ಸುದ್ದಿಮೂಲ ವಾರ್ತೆ ಅರಕೇರಾ, ಮಾ.27: ಉದ್ಯೋಗ ಖಾತ್ರಿ ಯೋಜನೆ ಅಡಿಯಲ್ಲಿ ಕೂಲಿ ಕೆಲಸದ ಅವಧಿಯನ್ನು 200 ದಿನಗಳಿಗೆ ಹೆಚ್ಚಿಸಬೇಕು ಎಂದು ಒತ್ತಾಯಿಸಿ ಅಂಚೆ ಕಚೇರಿ ಮುಂದೆ ಗ್ರಾಮೀಣ ಕೂಲಿ ಕಾರ್ಮಿಕರ ಸಂಘಟನೆ ಪ್ರಧಾನಮಂತ್ರಿಯವರಿಗೆ ಪತ್ರ ಚಳವಳಿ ನಡೆಸಿದರು. ತಾಲ್ಲೂಕು ಅಧ್ಯಕ್ಷ ಭೀಮಣ್ಣ ಕರ್ನಾಟಕ ಪ್ರಾಂತ ರೈತ ಸಂಘ ಸಂಚಾಲಕ ಮಾತನಾಡಿ, ಪ್ರಸ್ತುತ ದಿನಗಳಲ್ಲಿ ಬೆಲೆ ಏರಿಕೆಯಿಂದ ರೈತರು ಹಾಗೂ ಕೂಲಿ ಕಾರ್ಮಿಕರು ಸಂಕಷ್ಟದಲ್ಲಿದ್ದಾರೆ. ಉದ್ಯೋಗ ಖಾತ್ರಿ ಯೋಜನೆಯ ಕೂಲಿ ಕೆಲಸ ಗ್ರಾಮೀಣ ಕೂಲಿ ಕಾರ್ಮಿಕರಿಗೆ ಸಹಕಾರಿಯಾಗಿದೆ. ಆದರೆ ಕುಟುಂಬಕ್ಕೆ 100 ದಿನ ಕೆಲಸ ಸಾಕಾಗುತ್ತಿಲ್ಲ. ಇದನ್ನು 200 ದಿನಗಳಿಗೆ ಹೆಚ್ಚಿಸಬೇಕು. ಕೂಲಿ ದರವನ್ನು 349 ರೂಪಾಯಿಯಿಂದ 600 ರೂಪಾಯಿಗೆ ಹೆಚ್ಚಿಸಬೇಕು ಎಂದು ಆಗ್ರಹಿಸಿದರು. ಕೇಂದ್ರ ಸರ್ಕಾರ ಉದ್ಯೋಗ ಖಾತ್ರಿ ಯೋಜನೆ ಅಡಿಯಲ್ಲಿ ಬಾಕಿ ಉಳಿಸಿಕೊಂಡಿರುವ ಹಣವನ್ನು ತಕ್ಷಣ ಬಿಡುಗಡೆ ಮಾಡಬೇಕು. ಕೂಲಿ ಹಣ ಸಕಾಲಕ್ಕೆ ಪಾವತಿಯಾಗಬೇಕು ಎಂದು ಒತ್ತಾಯಿಸಿದರು. ಈ ವೇಳೆ ರಾಜ್ಯ ಸಂಚಾಲಕ ಎಂ.ಆರ್.ವೆಂಕಟೇಶ್, ಹನ್ಮಂತ ಭಾವಿ, ಹನುಮಂತ್ರಾಯ ಗೌಡ, ಬಸವರಾಜ ಲಿಂಗದಳ್ಳಿ, ದೇವೇಂದ್ರಪ್ಪ ತಾತ ಗಲಗ, ಚಿನ್ನಪ್ಪ ಗಲಗ, ಶೇಕ್ಷಾವಲಿ, ದೇವಮ್ಮ, ಜಯಮ್ಮ ನಾಯಕ ಉಪಸ್ಥಿತರಿದ್ದರು. [46,1352,387,1650]
medical-headline: ಮೂಲಸೌಕರ್ಯ ಇಲ್ಲದ ಪ್ಯಾರಾ ಮೆಡಿಕಲ್ ಕಾಲೇಜು ಮುಚ್ಚಲು ಆದೇಶ [760,1115,1422,1149]
kampli-photo-1 [800,2145,970,2304]
